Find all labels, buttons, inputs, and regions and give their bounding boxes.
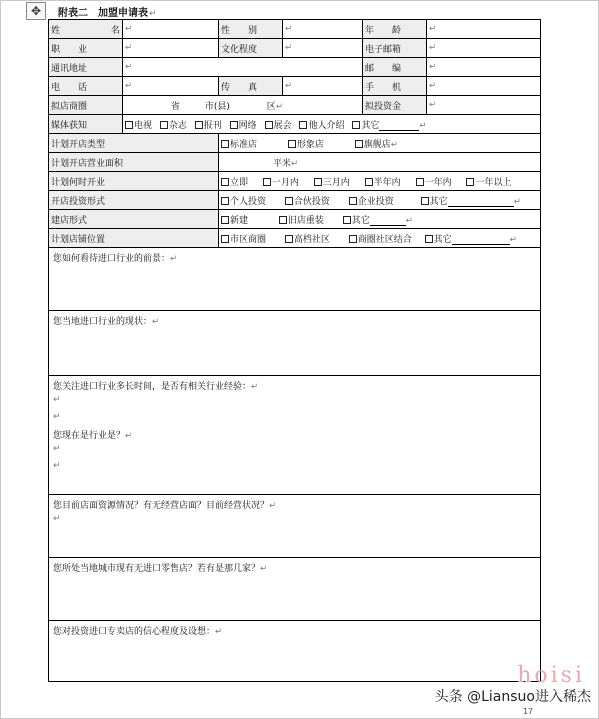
field-mobile[interactable]: ↵ (427, 77, 541, 96)
label-open-time: 计划何时开业 (49, 172, 219, 191)
row-q-competition (49, 558, 541, 621)
store-type-options (219, 134, 541, 153)
question-prospect: 您如何看待进口行业的前景：↵ (53, 254, 178, 264)
field-gender[interactable]: ↵ (283, 20, 363, 39)
answer-prospect[interactable] (49, 248, 541, 311)
option-personal[interactable]: 个人投资 (221, 194, 266, 207)
label-build-form: 建店形式 (49, 210, 219, 229)
checkbox-icon[interactable] (299, 121, 307, 129)
build-form-options (219, 210, 541, 229)
option-other[interactable]: 其它 ↵ (352, 118, 426, 131)
checkbox-icon[interactable] (285, 197, 293, 205)
option-half-year[interactable]: 半年内 (365, 175, 401, 188)
checkbox-icon[interactable] (221, 197, 229, 205)
answer-competition[interactable] (49, 558, 541, 621)
field-job[interactable]: ↵ (123, 39, 219, 58)
field-postcode[interactable]: ↵ (427, 58, 541, 77)
question-competition: 您所处当地城市现有无进口零售店？若有是那几家？↵ (53, 564, 268, 574)
table-move-handle-icon[interactable]: ✥ (26, 2, 46, 20)
label-education: 文化程度 (219, 39, 283, 58)
unit-sqm: 平米 (273, 158, 292, 169)
option-immediately[interactable]: 立即 (221, 175, 248, 188)
question-resources: 您目前店面资源情况？有无经营店面？目前经营状况？↵ (53, 501, 277, 511)
option-new[interactable]: 新建 (221, 213, 248, 226)
row-media (49, 115, 541, 134)
option-partnership[interactable]: 合伙投资 (285, 194, 330, 207)
checkbox-icon[interactable] (365, 178, 373, 186)
checkbox-icon[interactable] (125, 121, 133, 129)
checkbox-icon[interactable] (221, 140, 229, 148)
row-phone (49, 77, 541, 96)
row-q-status (49, 311, 541, 376)
checkbox-icon[interactable] (221, 216, 229, 224)
field-education[interactable]: ↵ (283, 39, 363, 58)
option-one-month[interactable]: 一月内 (263, 175, 299, 188)
checkbox-icon[interactable] (466, 178, 474, 186)
row-open-time (49, 172, 541, 191)
brand-watermark: hoisi (517, 663, 585, 688)
option-referral[interactable]: 他人介绍 (299, 118, 344, 131)
option-downtown[interactable]: 市区商圈 (221, 232, 266, 245)
checkbox-icon[interactable] (416, 178, 424, 186)
label-fax: 传 真 (219, 77, 283, 96)
label-area: 计划开店营业面积 (49, 153, 219, 172)
option-location-other[interactable]: 其它 ↵ (425, 232, 517, 245)
label-mobile: 手 机 (363, 77, 427, 96)
label-name: 姓 名 (49, 20, 123, 39)
checkbox-icon[interactable] (352, 121, 360, 129)
option-standard[interactable]: 标准店 (221, 137, 257, 150)
invest-form-options (219, 191, 541, 210)
form-title (58, 4, 157, 19)
label-store-type: 计划开店类型 (49, 134, 219, 153)
field-phone[interactable]: ↵ (123, 77, 219, 96)
field-age[interactable]: ↵ (427, 20, 541, 39)
answer-status[interactable] (49, 311, 541, 376)
checkbox-icon[interactable] (425, 235, 433, 243)
option-image-store[interactable]: 形象店 (288, 137, 324, 150)
label-invest-amount: 拟投资金 (363, 96, 427, 115)
answer-resources[interactable]: 您目前店面资源情况？有无经营店面？目前经营状况？↵ ↵ (49, 495, 541, 558)
application-form-table (48, 19, 541, 682)
answer-confidence[interactable] (49, 621, 541, 682)
field-area[interactable]: 平米↵ (219, 153, 541, 172)
page-number: 17 (522, 707, 533, 716)
option-over-one-year[interactable]: 一年以上 (466, 175, 511, 188)
row-q-confidence (49, 621, 541, 682)
checkbox-icon[interactable] (349, 197, 357, 205)
checkbox-icon[interactable] (349, 235, 357, 243)
row-job (49, 39, 541, 58)
unit-province: 省 (171, 101, 181, 112)
checkbox-icon[interactable] (221, 178, 229, 186)
checkbox-icon[interactable] (279, 216, 287, 224)
question-confidence: 您对投资进口专卖店的信心程度及设想：↵ (53, 627, 223, 637)
location-options (219, 229, 541, 248)
option-enterprise[interactable]: 企业投资 (349, 194, 394, 207)
option-internet[interactable]: 网络 (230, 118, 257, 131)
checkbox-icon[interactable] (230, 121, 238, 129)
option-build-other[interactable]: 其它 ↵ (343, 213, 413, 226)
checkbox-icon[interactable] (421, 197, 429, 205)
row-q-experience (49, 376, 541, 495)
question-status: 您当地进口行业的现状：↵ (53, 317, 160, 327)
option-upscale-community[interactable]: 高档社区 (285, 232, 330, 245)
row-build-form (49, 210, 541, 229)
question-current-industry: 您现在是行业是？↵ (53, 431, 133, 441)
row-address (49, 58, 541, 77)
option-newspaper[interactable]: 报刊 (195, 118, 222, 131)
form-title-text: 附表二 加盟申请表 (58, 8, 148, 19)
option-three-months[interactable]: 三月内 (314, 175, 350, 188)
checkbox-icon[interactable] (221, 235, 229, 243)
unit-city: 市(县) (204, 101, 230, 112)
option-magazine[interactable]: 杂志 (160, 118, 187, 131)
label-city-area: 拟店商圈 (49, 96, 123, 115)
label-phone: 电 话 (49, 77, 123, 96)
label-email: 电子邮箱 (363, 39, 427, 58)
field-fax[interactable]: ↵ (283, 77, 363, 96)
row-store-type (49, 134, 541, 153)
label-location: 计划店铺位置 (49, 229, 219, 248)
option-one-year[interactable]: 一年内 (416, 175, 452, 188)
label-age: 年 龄 (363, 20, 427, 39)
row-location (49, 229, 541, 248)
row-area (49, 153, 541, 172)
option-renovate[interactable]: 旧店重装 (279, 213, 324, 226)
option-mixed[interactable]: 商圈社区结合 (349, 232, 412, 245)
open-time-options (219, 172, 541, 191)
row-city (49, 96, 541, 115)
return-mark-icon: ↵ (149, 9, 157, 19)
row-name (49, 20, 541, 39)
checkbox-icon[interactable] (265, 121, 273, 129)
option-flagship[interactable]: 旗舰店↵ (355, 137, 398, 150)
row-invest-form (49, 191, 541, 210)
option-invest-other[interactable]: 其它 ↵ (421, 194, 521, 207)
label-media: 媒体获知 (49, 115, 123, 134)
label-gender: 性 别 (219, 20, 283, 39)
option-expo[interactable]: 展会 (265, 118, 292, 131)
credit-watermark: 头条 @Liansuo进入稀杰 (434, 689, 591, 705)
checkbox-icon[interactable] (263, 178, 271, 186)
media-options (123, 115, 541, 134)
checkbox-icon[interactable] (160, 121, 168, 129)
checkbox-icon[interactable] (288, 140, 296, 148)
answer-experience[interactable]: 您关注进口行业多长时间，是否有相关行业经验：↵ ↵ ↵ 您现在是行业是？↵ ↵ ↵ (49, 376, 541, 495)
label-job: 职 业 (49, 39, 123, 58)
field-name[interactable]: ↵ (123, 20, 219, 39)
checkbox-icon[interactable] (285, 235, 293, 243)
row-q-resources (49, 495, 541, 558)
question-experience: 您关注进口行业多长时间，是否有相关行业经验：↵ (53, 382, 259, 392)
field-address[interactable]: ↵ (123, 58, 363, 77)
field-city-area[interactable]: 省 市(县) 区↵ (123, 96, 363, 115)
option-tv[interactable]: 电视 (125, 118, 152, 131)
checkbox-icon[interactable] (314, 178, 322, 186)
row-q-prospect (49, 248, 541, 311)
field-invest-amount[interactable]: ↵ (427, 96, 541, 115)
checkbox-icon[interactable] (195, 121, 203, 129)
field-email[interactable]: ↵ (427, 39, 541, 58)
checkbox-icon[interactable] (343, 216, 351, 224)
label-address: 通讯地址 (49, 58, 123, 77)
label-postcode: 邮 编 (363, 58, 427, 77)
checkbox-icon[interactable] (355, 140, 363, 148)
unit-district: 区 (266, 101, 276, 112)
label-invest-form: 开店投资形式 (49, 191, 219, 210)
